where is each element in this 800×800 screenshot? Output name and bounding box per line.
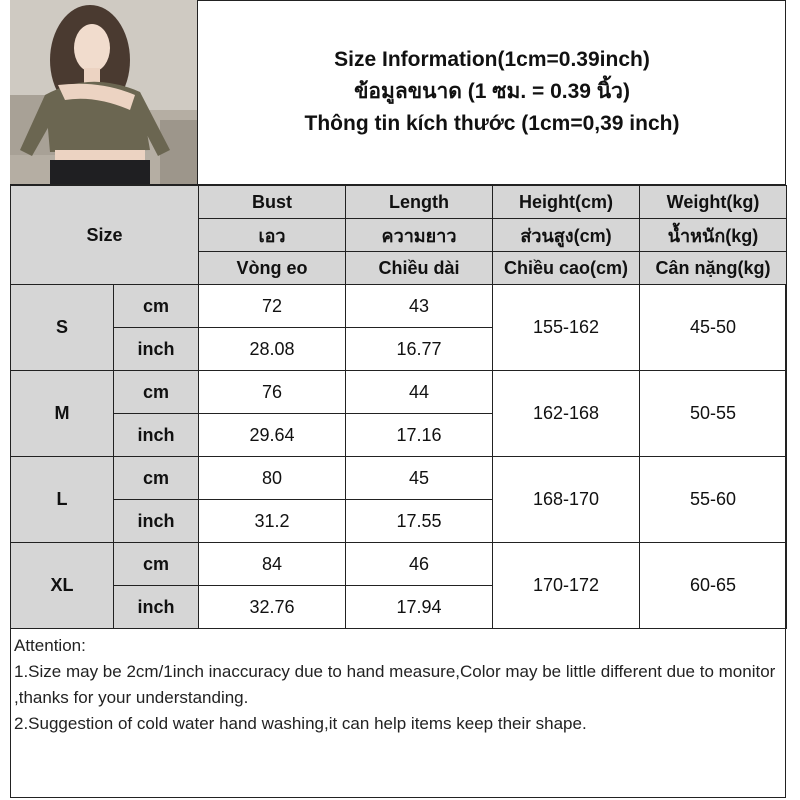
bust-cm: 80 bbox=[199, 457, 346, 500]
height-range: 155-162 bbox=[493, 285, 640, 371]
height-range: 168-170 bbox=[493, 457, 640, 543]
size-header: Size bbox=[11, 186, 199, 285]
unit-inch: inch bbox=[114, 328, 199, 371]
bust-inch: 28.08 bbox=[199, 328, 346, 371]
col-height-en: Height(cm) bbox=[493, 186, 640, 219]
title-vietnamese: Thông tin kích thước (1cm=0,39 inch) bbox=[304, 112, 680, 135]
size-label-s: S bbox=[11, 285, 114, 371]
weight-range: 55-60 bbox=[640, 457, 787, 543]
length-cm: 46 bbox=[346, 543, 493, 586]
size-label-l: L bbox=[11, 457, 114, 543]
bust-cm: 72 bbox=[199, 285, 346, 328]
unit-cm: cm bbox=[114, 371, 199, 414]
unit-inch: inch bbox=[114, 500, 199, 543]
weight-range: 60-65 bbox=[640, 543, 787, 629]
bust-cm: 84 bbox=[199, 543, 346, 586]
col-length-en: Length bbox=[346, 186, 493, 219]
length-cm: 43 bbox=[346, 285, 493, 328]
col-bust-th: เอว bbox=[199, 219, 346, 252]
attention-notes bbox=[10, 631, 786, 798]
size-info-header bbox=[198, 0, 786, 185]
bust-inch: 32.76 bbox=[199, 586, 346, 629]
size-table bbox=[10, 185, 787, 629]
unit-cm: cm bbox=[114, 457, 199, 500]
unit-inch: inch bbox=[114, 586, 199, 629]
weight-range: 50-55 bbox=[640, 371, 787, 457]
col-height-th: ส่วนสูง(cm) bbox=[493, 219, 640, 252]
col-bust-vi: Vòng eo bbox=[199, 252, 346, 285]
unit-cm: cm bbox=[114, 285, 199, 328]
col-height-vi: Chiều cao(cm) bbox=[493, 252, 640, 285]
bust-inch: 29.64 bbox=[199, 414, 346, 457]
weight-range: 45-50 bbox=[640, 285, 787, 371]
col-length-th: ความยาว bbox=[346, 219, 493, 252]
length-inch: 17.55 bbox=[346, 500, 493, 543]
length-inch: 17.16 bbox=[346, 414, 493, 457]
attention-line-1: 1.Size may be 2cm/1inch inaccuracy due to hand measure,Color may be little different due to monitor ,thanks for your understanding. bbox=[14, 662, 776, 707]
col-bust-en: Bust bbox=[199, 186, 346, 219]
size-label-m: M bbox=[11, 371, 114, 457]
height-range: 162-168 bbox=[493, 371, 640, 457]
col-weight-en: Weight(kg) bbox=[640, 186, 787, 219]
attention-line-2: 2.Suggestion of cold water hand washing,it can help items keep their shape. bbox=[14, 714, 587, 733]
length-cm: 44 bbox=[346, 371, 493, 414]
product-photo bbox=[10, 0, 198, 185]
bust-cm: 76 bbox=[199, 371, 346, 414]
length-cm: 45 bbox=[346, 457, 493, 500]
col-weight-th: น้ำหนัก(kg) bbox=[640, 219, 787, 252]
title-thai: ข้อมูลขนาด (1 ซม. = 0.39 นิ้ว) bbox=[354, 80, 630, 103]
col-length-vi: Chiều dài bbox=[346, 252, 493, 285]
title-english: Size Information(1cm=0.39inch) bbox=[334, 48, 650, 71]
model-illustration bbox=[10, 0, 198, 185]
unit-inch: inch bbox=[114, 414, 199, 457]
col-weight-vi: Cân nặng(kg) bbox=[640, 252, 787, 285]
height-range: 170-172 bbox=[493, 543, 640, 629]
bust-inch: 31.2 bbox=[199, 500, 346, 543]
length-inch: 16.77 bbox=[346, 328, 493, 371]
attention-title: Attention: bbox=[14, 636, 86, 655]
length-inch: 17.94 bbox=[346, 586, 493, 629]
unit-cm: cm bbox=[114, 543, 199, 586]
size-label-xl: XL bbox=[11, 543, 114, 629]
